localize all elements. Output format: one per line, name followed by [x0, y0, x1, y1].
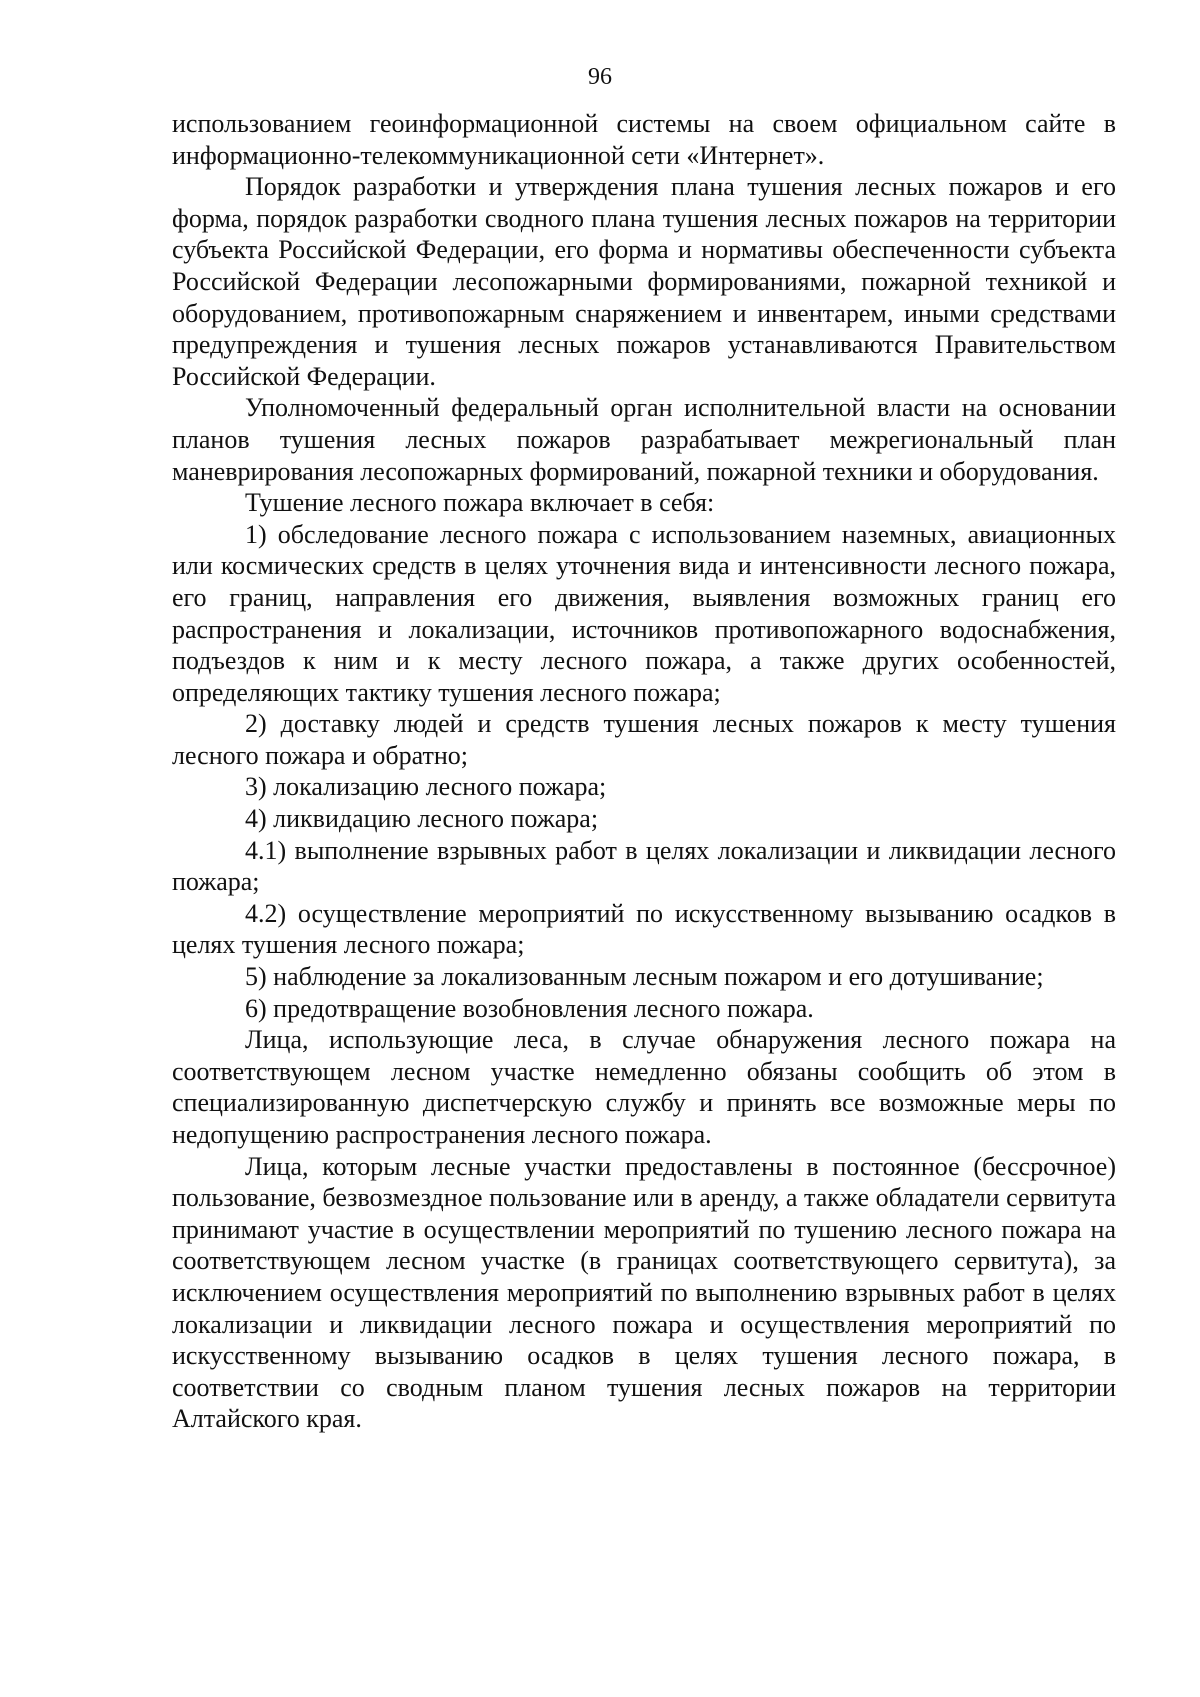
page-number: 96: [588, 64, 612, 90]
paragraph-extinguishing-includes: Тушение лесного пожара включает в себя:: [245, 488, 715, 518]
list-item-3: 3) локализацию лесного пожара;: [245, 772, 607, 802]
list-item-4-1: 4.1) выполнение взрывных работ в целях локализации и ликвидации лесного пожара;: [172, 835, 1116, 897]
list-item-1: 1) обследование лесного пожара с использованием наземных, авиационных или космических средств в целях уточнения вида и интенсивности лесного пожара, его границ, направления его движения, выявления возможных границ его распространения и локализации, источников противопожарного водоснабжения, подъездов к ним и к месту лесного пожара, а также других особенностей, определяющих тактику тушения лесного пожара;: [172, 519, 1116, 707]
paragraph-lessees-participation: Лица, которым лесные участки предоставлены в постоянное (бессрочное) пользование, безвозмездное пользование или в аренду, а также обладатели сервитута принимают участие в осуществлении мероприятий по тушению лесного пожара на соответствующем лесном участке (в границах соответствующего сервитута), за исключением осуществления мероприятий по выполнению взрывных работ в целях локализации и ликвидации лесного пожара и осуществления мероприятий по искусственному вызыванию осадков в целях тушения лесного пожара, в соответствии со сводным планом тушения лесных пожаров на территории Алтайского края.: [172, 1151, 1116, 1434]
list-item-5: 5) наблюдение за локализованным лесным пожаром и его дотушивание;: [245, 962, 1044, 992]
list-item-6: 6) предотвращение возобновления лесного пожара.: [245, 993, 814, 1023]
paragraph-maneuver-plan: Уполномоченный федеральный орган исполнительной власти на основании планов тушения лесных пожаров разрабатывает межрегиональный план маневрирования лесопожарных формирований, пожарной техники и оборудования.: [172, 393, 1116, 486]
paragraph-forest-users-duty: Лица, использующие леса, в случае обнаружения лесного пожара на соответствующем лесном участке немедленно обязаны сообщить об этом в специализированную диспетчерскую службу и принять все возможные меры по недопущению распространения лесного пожара.: [172, 1025, 1116, 1149]
list-item-2: 2) доставку людей и средств тушения лесных пожаров к месту тушения лесного пожара и обратно;: [172, 709, 1116, 770]
list-item-4: 4) ликвидацию лесного пожара;: [245, 804, 599, 834]
document-body: [172, 108, 1116, 1435]
list-item-4-2: 4.2) осуществление мероприятий по искусственному вызыванию осадков в целях тушения лесного пожара;: [172, 898, 1116, 960]
paragraph-continuation: использованием геоинформационной системы на своем официальном сайте в информационно-телекоммуникационной сети «Интернет».: [172, 109, 1116, 170]
paragraph-fire-plan-order: Порядок разработки и утверждения плана тушения лесных пожаров и его форма, порядок разработки сводного плана тушения лесных пожаров на территории субъекта Российской Федерации, его форма и нормативы обеспеченности субъекта Российской Федерации лесопожарными формированиями, пожарной техникой и оборудованием, противопожарным снаряжением и инвентарем, иными средствами предупреждения и тушения лесных пожаров устанавливаются Правительством Российской Федерации.: [172, 172, 1116, 391]
